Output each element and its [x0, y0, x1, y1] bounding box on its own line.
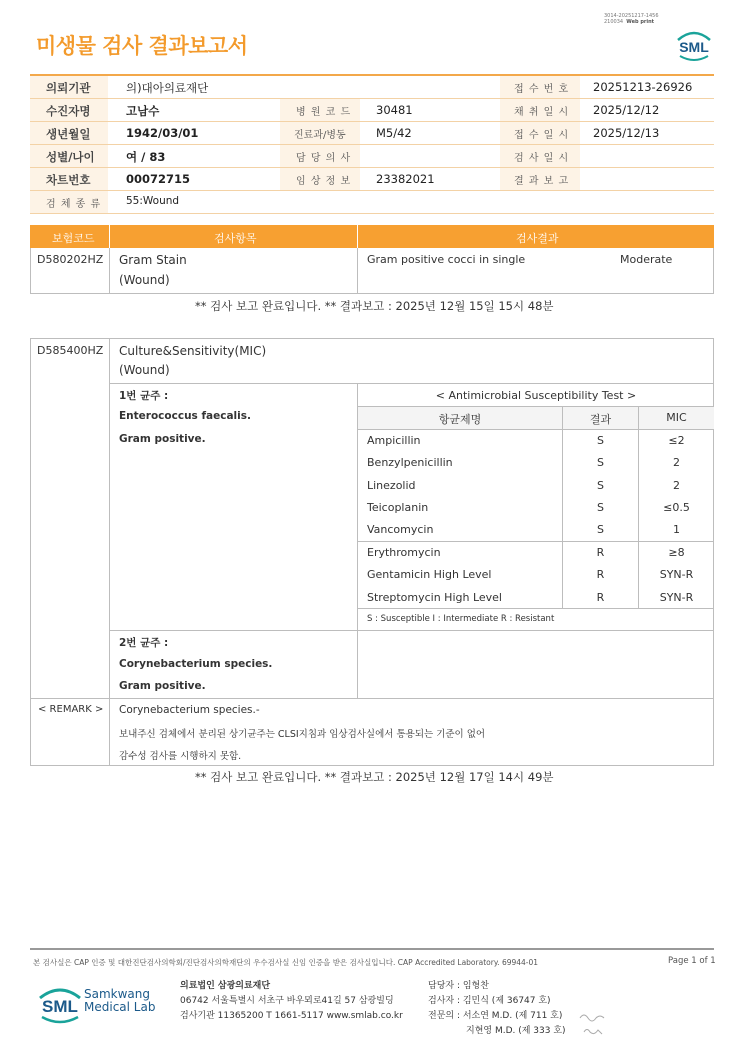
ast-drug-name: Vancomycin [367, 523, 434, 536]
ast-drug-name: Gentamicin High Level [367, 568, 492, 581]
signature-1 [578, 1010, 608, 1027]
ast-result: S [597, 501, 604, 514]
header-item: 검사항목 [214, 232, 257, 245]
lab-info: 의료법인 삼광의료재단 06742 서울특별시 서초구 바우뫼로41길 57 삼광빌딩 검사기관 11365200 T 1661-5117 www.smlab.co.kr [180, 981, 403, 1021]
info-row-5 [30, 168, 714, 191]
test-date-label: 검 사 일 시 [514, 153, 570, 164]
ast-drug-name: Teicoplanin [367, 501, 429, 514]
ast-col-result: 결과 [589, 413, 612, 426]
ast-mic: 2 [673, 479, 680, 492]
organism-2-label: 2번 균주 : [119, 637, 169, 649]
svg-text:SML: SML [42, 997, 78, 1016]
receipt-no-label: 접 수 번 호 [514, 84, 570, 95]
gram-result: Gram positive cocci in single [367, 253, 526, 266]
ast-mic: 1 [673, 523, 680, 536]
dob-value: 1942/03/01 [126, 126, 199, 140]
sml-footer-logo [36, 982, 84, 1027]
remark-label: < REMARK > [38, 704, 104, 715]
results-table-header [30, 225, 714, 248]
remark-line-1: Corynebacterium species.- [119, 704, 260, 716]
ast-result: S [597, 523, 604, 536]
ast-mic: ≤0.5 [663, 501, 690, 514]
requester-label: 의뢰기관 [46, 81, 91, 95]
gram-report-status: ** 검사 보고 완료입니다. ** 결과보고 : 2025년 12월 15일 15시 48분 [195, 299, 554, 313]
gram-specimen: (Wound) [119, 273, 170, 287]
specimen-value: 55:Wound [126, 195, 180, 207]
ast-drug-name: Streptomycin High Level [367, 591, 502, 604]
chart-value: 00072715 [126, 172, 191, 186]
ast-drug-name: Erythromycin [367, 546, 441, 559]
ast-result: R [596, 591, 605, 604]
signature-2 [582, 1026, 606, 1041]
ast-col-drug: 항균제명 [438, 413, 482, 426]
ast-result: R [596, 546, 605, 559]
clinical-value: 23382021 [376, 172, 435, 186]
report-label: 결 과 보 고 [514, 176, 570, 187]
hospital-code-value: 30481 [376, 103, 413, 117]
ast-title: < Antimicrobial Susceptibility Test > [435, 389, 637, 402]
organism-2-name: Corynebacterium species. [119, 658, 273, 670]
organism-1-name: Enterococcus faecalis. [119, 410, 251, 422]
header-result: 검사결과 [516, 232, 559, 245]
remark-line-3: 감수성 검사를 시행하지 못함. [119, 751, 242, 762]
specimen-label: 검 체 종 류 [46, 199, 102, 210]
sex-age-label: 성별/나이 [46, 150, 95, 164]
ast-result: R [596, 568, 605, 581]
doctor-label: 담 당 의 사 [296, 153, 352, 164]
footer-rule [30, 948, 714, 950]
culture-item: Culture&Sensitivity(MIC) [119, 344, 267, 358]
ast-result: S [597, 456, 604, 469]
certification-text: 본 검사실은 CAP 인증 및 대한진단검사의학회/진단검사의학재단의 우수검사실 신임 인증을 받은 검사실입니다. CAP Accredited Laboratory. 69944-01 [33, 958, 539, 967]
patient-value: 고남수 [126, 104, 160, 118]
svg-text:SML: SML [679, 39, 709, 55]
patient-label: 수진자명 [46, 104, 91, 118]
ast-drug-name: Ampicillin [367, 434, 421, 447]
header-code: 보험코드 [52, 232, 95, 245]
info-row-3 [30, 122, 714, 145]
ast-mic: SYN-R [659, 568, 694, 581]
sex-age-value: 여 / 83 [126, 150, 166, 164]
culture-report-status: ** 검사 보고 완료입니다. ** 결과보고 : 2025년 12월 17일 14시 49분 [195, 770, 554, 784]
page-title: 미생물 검사 결과보고서 [36, 34, 248, 58]
ast-legend: S : Susceptible I : Intermediate R : Resistant [367, 614, 555, 624]
ast-drug-name: Benzylpenicillin [367, 456, 453, 469]
organism-2-gram: Gram positive. [119, 680, 206, 692]
ast-mic: 2 [673, 456, 680, 469]
ast-result: S [597, 479, 604, 492]
receive-date-value: 2025/12/13 [593, 126, 660, 140]
organism-1-gram: Gram positive. [119, 433, 206, 445]
dept-label: 진료과/병동 [294, 130, 346, 141]
page-number: Page 1 of 1 [668, 956, 716, 966]
organism-1-label: 1번 균주 : [119, 390, 169, 402]
ast-mic: ≥8 [668, 546, 685, 559]
chart-label: 차트번호 [46, 173, 91, 187]
clinical-label: 임 상 정 보 [296, 176, 352, 187]
print-code: 3014-20251217-1456 210034 Web print [604, 13, 659, 25]
info-row-6 [30, 191, 714, 214]
ast-mic: SYN-R [659, 591, 694, 604]
dob-label: 생년월일 [46, 127, 91, 141]
hospital-code-label: 병 원 코 드 [296, 107, 352, 118]
ast-result: S [597, 434, 604, 447]
signers: 담당자 : 임형찬 검사자 : 김민식 (제 36747 호) 전문의 : 서소연 M.D. (제 711 호) 지현영 M.D. (제 333 호) [428, 981, 566, 1036]
lab-name: Samkwang Medical Lab [84, 987, 156, 1014]
ast-col-mic: MIC [666, 411, 687, 424]
ast-mic: ≤2 [668, 434, 685, 447]
collect-date-label: 채 취 일 시 [514, 107, 570, 118]
remark-line-2: 보내주신 검체에서 분리된 상기균주는 CLSI지침과 임상검사실에서 통용되는 기준이 없어 [119, 729, 486, 740]
ast-drug-name: Linezolid [367, 479, 416, 492]
receive-date-label: 접 수 일 시 [514, 130, 570, 141]
collect-date-value: 2025/12/12 [593, 103, 660, 117]
info-row-2 [30, 99, 714, 122]
gram-item: Gram Stain [119, 253, 187, 267]
gram-grade: Moderate [620, 253, 673, 266]
dept-value: M5/42 [376, 126, 412, 140]
gram-code: D580202HZ [37, 253, 104, 266]
culture-specimen: (Wound) [119, 363, 170, 377]
info-row-1 [30, 76, 714, 99]
culture-code: D585400HZ [37, 344, 104, 357]
receipt-no-value: 20251213-26926 [593, 80, 693, 94]
info-row-4 [30, 145, 714, 168]
requester-value: 의)대아의료재단 [126, 81, 209, 95]
sml-logo [674, 26, 714, 65]
